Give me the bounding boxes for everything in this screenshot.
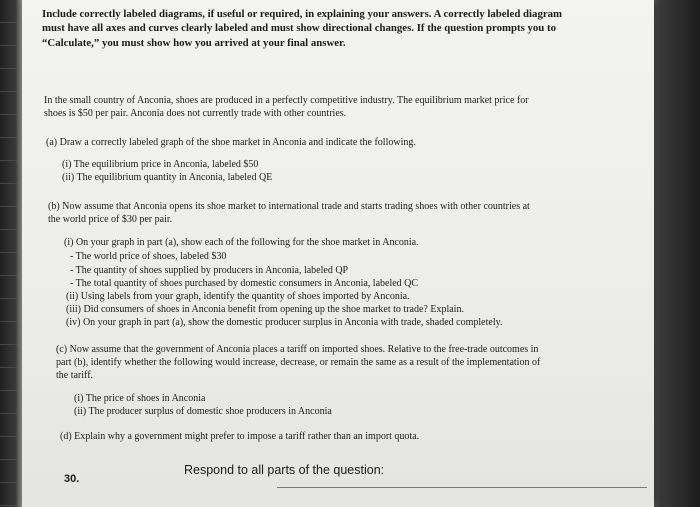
part-b-item-iii: (iii) Did consumers of shoes in Anconia benefit from opening up the shoe market to trade? Explain. (66, 304, 464, 315)
part-a-item-1: (i) The equilibrium price in Anconia, labeled $50 (62, 159, 259, 170)
part-c-prompt-line-1: (c) Now assume that the government of Anconia places a tariff on imported shoes. Relative to the free-trade outcomes in (56, 344, 539, 355)
question-number: 30. (64, 473, 80, 485)
question-sheet (22, 0, 654, 507)
part-b-prompt-line-2: the world price of $30 per pair. (48, 214, 173, 225)
part-a-prompt: (a) Draw a correctly labeled graph of the shoe market in Anconia and indicate the following. (46, 137, 416, 148)
intro-line-2: shoes is $50 per pair. Anconia does not currently trade with other countries. (44, 108, 347, 119)
part-b-item-iv: (iv) On your graph in part (a), show the domestic producer surplus in Anconia with trade, shaded completely. (66, 317, 503, 328)
part-b-item-ii: (ii) Using labels from your graph, identify the quantity of shoes imported by Anconia. (66, 291, 410, 302)
part-b-item-i: (i) On your graph in part (a), show each of the following for the shoe market in Anconia. (64, 237, 419, 248)
part-c-prompt-line-3: the tariff. (56, 370, 94, 381)
instructions-line-3: “Calculate,” you must show how you arrived at your final answer. (42, 37, 346, 49)
part-c-item-ii: (ii) The producer surplus of domestic shoe producers in Anconia (74, 406, 332, 417)
part-c-prompt-line-2: part (b), identify whether the following would increase, decrease, or remain the same as a result of the implementation of (56, 357, 541, 368)
part-c-item-i: (i) The price of shoes in Anconia (74, 393, 206, 404)
part-b-prompt-line-1: (b) Now assume that Anconia opens its shoe market to international trade and starts trading shoes with other countries at (48, 201, 530, 212)
background-ruled-paper (0, 0, 18, 507)
part-b-item-qp: - The quantity of shoes supplied by producers in Anconia, labeled QP (70, 265, 349, 276)
answer-line (277, 487, 647, 488)
intro-line-1: In the small country of Anconia, shoes are produced in a perfectly competitive industry. The equilibrium market price for (44, 95, 529, 106)
part-b-item-qc: - The total quantity of shoes purchased by domestic consumers in Anconia, labeled QC (70, 278, 419, 289)
part-a-item-2: (ii) The equilibrium quantity in Anconia, labeled QE (62, 172, 273, 183)
part-d-prompt: (d) Explain why a government might prefer to impose a tariff rather than an import quota. (60, 431, 420, 442)
instructions-line-2: must have all axes and curves clearly labeled and must show directional changes. If the question prompts you to (42, 22, 556, 34)
instructions-line-1: Include correctly labeled diagrams, if useful or required, in explaining your answers. A correctly labeled diagram (42, 8, 563, 20)
part-b-item-world-price: - The world price of shoes, labeled $30 (70, 251, 227, 262)
respond-heading: Respond to all parts of the question: (184, 463, 385, 477)
